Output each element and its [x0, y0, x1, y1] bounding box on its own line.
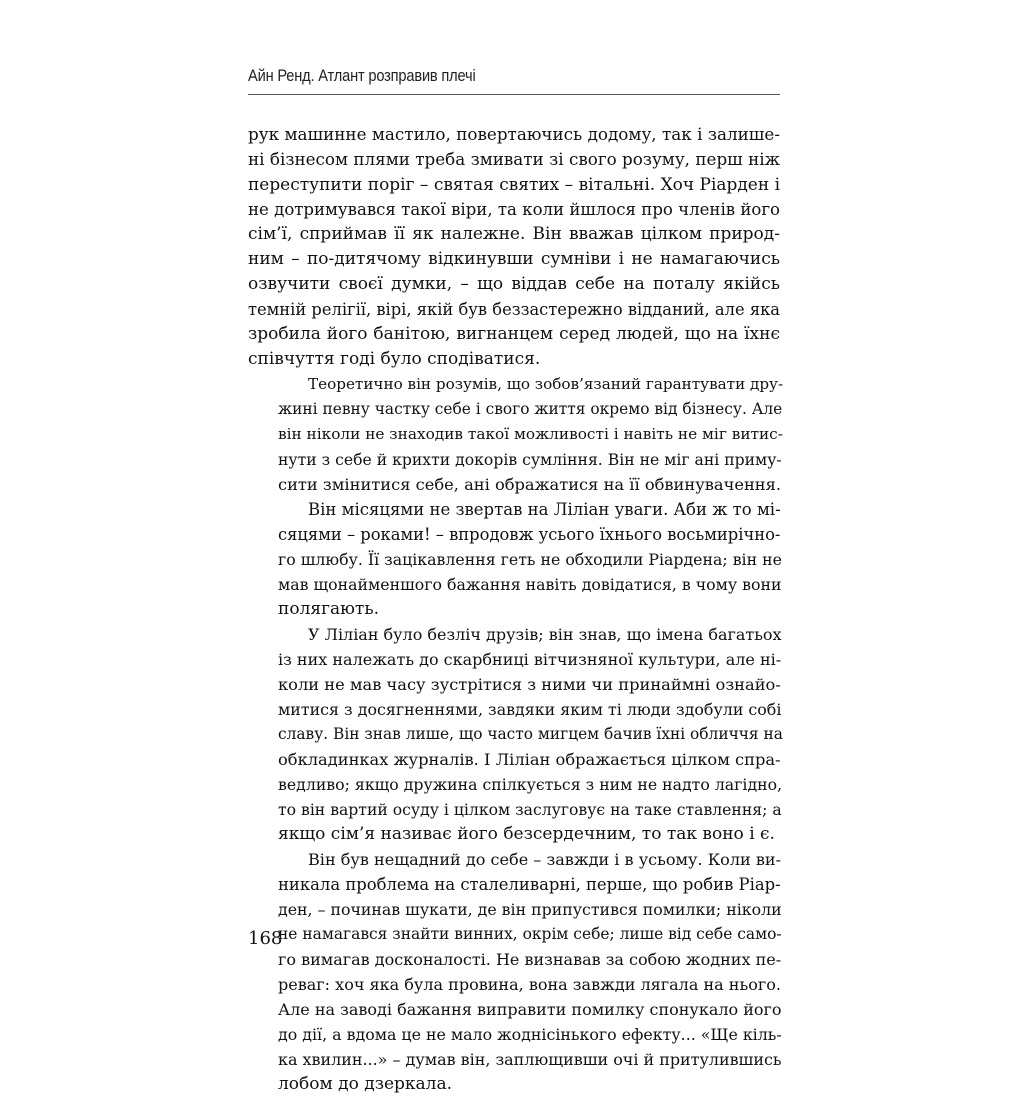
text-line: зробила його банітою, вигнанцем серед людей, що на їхнє [248, 324, 780, 344]
page-number: 168 [248, 928, 283, 949]
text-line: Теоретично він розумів, що зобов’язаний гарантувати дру- [308, 375, 784, 393]
text-line: темній релігії, вірі, якій був беззастережно відданий, але яка [248, 300, 780, 319]
text-line: ведливо; якщо дружина спілкується з ним не надто лагідно, [278, 775, 783, 794]
paragraph [248, 122, 780, 372]
running-head: Айн Ренд. Атлант розправив плечі [248, 66, 476, 85]
text-line: переступити поріг – святая святих – вітальні. Хоч Ріарден і [248, 174, 780, 194]
text-line: митися з досягненнями, завдяки яким ті люди здобули собі [278, 700, 782, 719]
paragraph [248, 372, 784, 497]
text-line: він ніколи не знаходив такої можливості і навіть не міг витис- [278, 425, 783, 443]
text-line: ні бізнесом плями треба змивати зі свого розуму, перш ніж [248, 149, 780, 169]
text-line: славу. Він знав лише, що часто мигцем бачив їхні обличчя на [278, 725, 783, 743]
text-line: якщо сім’я називає його безсердечним, то так воно і є. [278, 824, 775, 844]
text-line: лобом до дзеркала. [278, 1074, 453, 1094]
text-line: ден, – починав шукати, де він припустився помилки; ніколи [278, 900, 782, 919]
text-line: ним – по-дитячому відкинувши сумніви і не намагаючись [248, 249, 780, 269]
paragraph [248, 847, 780, 1097]
text-line: мав щонайменшого бажання навіть довідатися, в чому вони [278, 575, 782, 594]
text-line: із них належать до скарбниці вітчизняної культури, але ні- [278, 650, 782, 669]
text-line: ка хвилин...» – думав він, заплющивши очі й притулившись [278, 1050, 782, 1069]
text-line: Він був нещадний до себе – завжди і в усьому. Коли ви- [308, 850, 782, 869]
text-line: сити змінитися себе, ані ображатися на її обвинувачення. [278, 475, 782, 494]
text-line: Він місяцями не звертав на Ліліан уваги. Аби ж то мі- [308, 500, 781, 519]
text-line: реваг: хоч яка була провина, вона завжди лягала на нього. [278, 975, 781, 994]
text-line: го вимагав досконалості. Не визнавав за собою жодних пе- [278, 950, 782, 969]
text-line: У Ліліан було безліч друзів; він знав, що імена багатьох [308, 625, 782, 644]
text-line: сім’ї, сприймав її як належне. Він вважав цілком природ- [248, 224, 780, 244]
text-line: коли не мав часу зустрітися з ними чи принаймні ознайо- [278, 675, 781, 694]
page-header [248, 66, 780, 95]
paragraph [248, 622, 783, 847]
paragraph [248, 497, 780, 622]
text-line: озвучити своєї думки, – що віддав себе на поталу якійсь [248, 274, 780, 294]
text-line: никала проблема на сталеливарні, перше, що робив Ріар- [278, 875, 781, 894]
text-line: до дії, а вдома це не мало жоднісінького ефекту... «Ще кіль- [278, 1025, 782, 1044]
text-line: обкладинках журналів. І Ліліан ображається цілком спра- [278, 750, 781, 769]
text-line: полягають. [278, 599, 379, 619]
text-line: сяцями – роками! – впродовж усього їхнього восьмирічно- [278, 525, 781, 544]
text-line: жині певну частку себе і свого життя окремо від бізнесу. Але [278, 400, 783, 418]
text-line: співчуття годі було сподіватися. [248, 349, 541, 369]
text-line: не намагався знайти винних, окрім себе; лише від себе само- [278, 925, 782, 943]
body-text [248, 122, 784, 1097]
text-line: Але на заводі бажання виправити помилку спонукало його [278, 1000, 782, 1019]
text-line: го шлюбу. Її зацікавлення геть не обходили Ріардена; він не [278, 550, 782, 569]
text-line: то він вартий осуду і цілком заслуговує на таке ставлення; а [278, 800, 782, 819]
text-line: рук машинне мастило, повертаючись додому, так і залише- [248, 124, 780, 144]
text-line: нути з себе й крихти докорів сумління. Він не міг ані приму- [278, 450, 782, 469]
text-line: не дотримувався такої віри, та коли йшлося про членів його [248, 200, 780, 219]
